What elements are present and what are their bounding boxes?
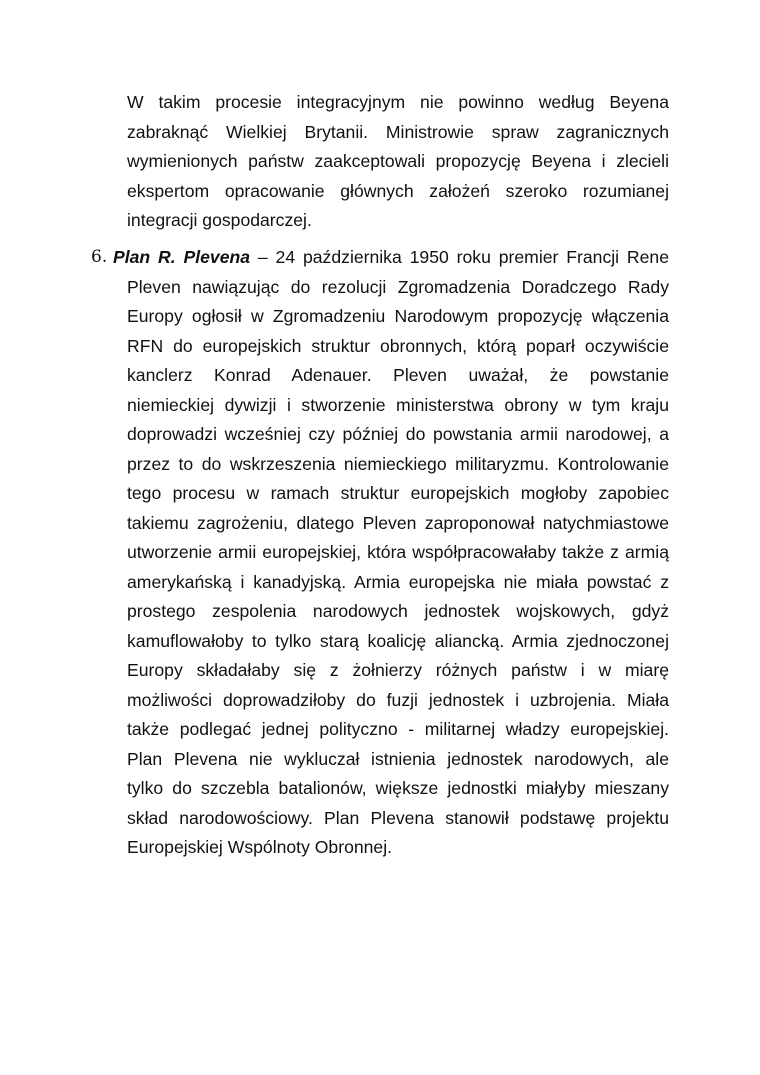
paragraph-line: takiemu zagrożeniu, dlatego Pleven zaproponował natychmiastowe: [127, 512, 669, 533]
paragraph-line: kanclerz Konrad Adenauer. Pleven uważał, że powstanie: [127, 365, 669, 385]
paragraph-line: prostego zespolenia narodowych jednostek wojskowych, gdyż: [127, 601, 669, 621]
paragraph-line: Europy składałaby się z żołnierzy różnych państw i w miarę: [127, 660, 669, 680]
intro-line: W takim procesie integracyjnym nie powinno według Beyena: [127, 92, 669, 112]
paragraph-line: amerykańską i kanadyjską. Armia europejska nie miała powstać z: [127, 571, 669, 592]
list-item-paragraph: [113, 243, 669, 863]
paragraph-line: niemieckiej dywizji i stworzenie ministerstwa obrony w tym kraju: [127, 394, 669, 415]
paragraph-line: Europejskiej Wspólnoty Obronnej.: [127, 837, 393, 857]
paragraph-line: możliwości doprowadziłoby do fuzji jednostek i uzbrojenia. Miała: [127, 689, 669, 710]
list-item-title: Plan R. Plevena: [113, 247, 251, 267]
intro-line: ekspertom opracowanie głównych założeń szeroko rozumianej: [127, 180, 669, 201]
paragraph-line: tego procesu w ramach struktur europejskich mogłoby zapobiec: [127, 483, 669, 503]
paragraph-line: Pleven nawiązując do rezolucji Zgromadzenia Doradczego Rady: [127, 276, 669, 297]
paragraph-line: przez to do wskrzeszenia niemieckiego militaryzmu. Kontrolowanie: [127, 453, 669, 474]
paragraph-line: Plan Plevena nie wykluczał istnienia jednostek narodowych, ale: [127, 748, 669, 769]
paragraph-line: kamuflowałoby to tylko starą koalicję aliancką. Armia zjednoczonej: [127, 630, 669, 651]
paragraph-line: także podlegać jednej polityczno - militarnej władzy europejskiej.: [127, 719, 669, 739]
paragraph-line: Europy ogłosił w Zgromadzeniu Narodowym propozycję włączenia: [127, 306, 669, 326]
paragraph-line: RFN do europejskich struktur obronnych, którą poparł oczywiście: [127, 335, 669, 356]
list-item-first-line: [113, 243, 669, 273]
list-item-first-line-text: – 24 października 1950 roku premier Francji Rene: [250, 247, 669, 267]
intro-line: wymienionych państw zaakceptowali propozycję Beyena i zlecieli: [127, 151, 669, 171]
list-item-number: 6.: [91, 247, 108, 267]
paragraph-line: tylko do szczebla batalionów, większe jednostki miałyby mieszany: [127, 778, 669, 798]
paragraph-line: utworzenie armii europejskiej, która współpracowałaby także z armią: [127, 542, 669, 562]
paragraph-line: doprowadzi wcześniej czy później do powstania armii narodowej, a: [127, 424, 669, 444]
paragraph-line: skład narodowościowy. Plan Plevena stanowił podstawę projektu: [127, 807, 669, 828]
intro-line: integracji gospodarczej.: [127, 210, 312, 230]
intro-line: zabraknąć Wielkiej Brytanii. Ministrowie spraw zagranicznych: [127, 121, 669, 142]
intro-paragraph: [127, 88, 669, 236]
